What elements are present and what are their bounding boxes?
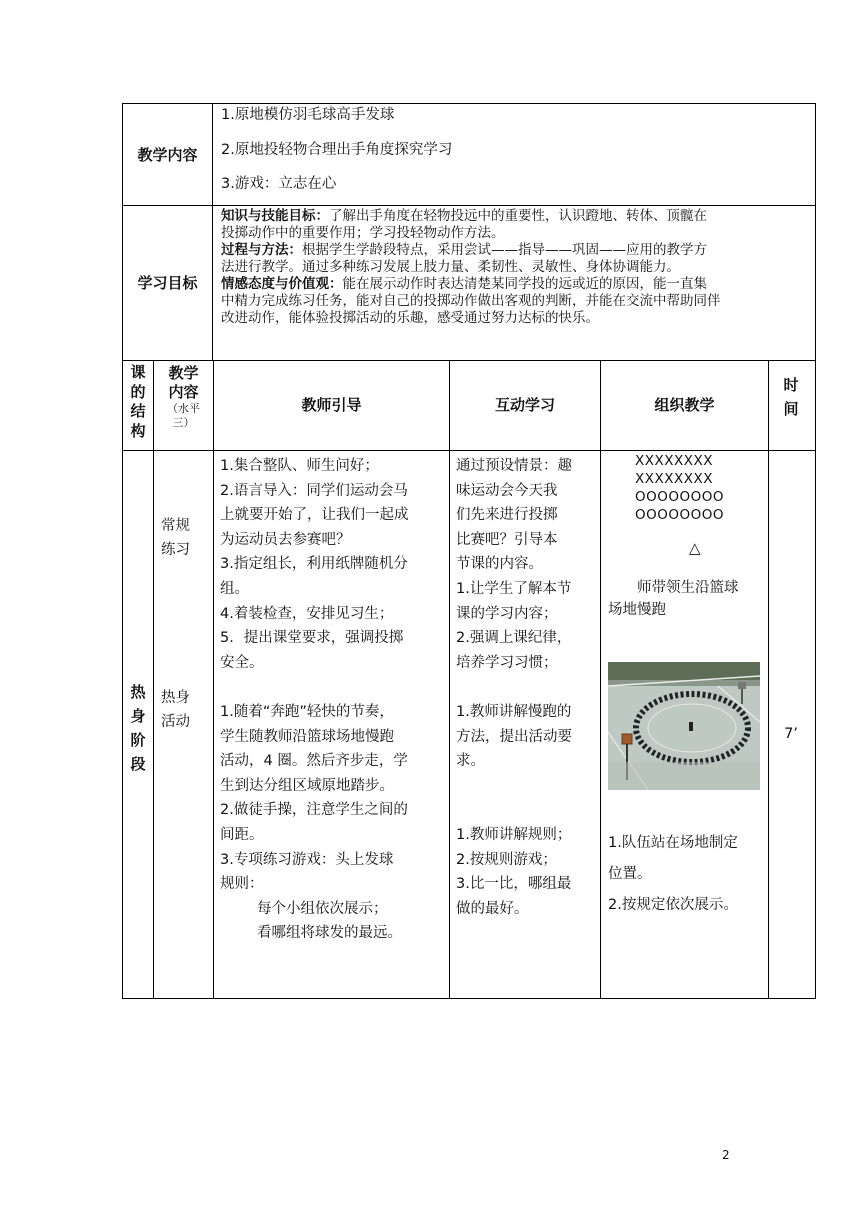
- list-item: 1.让学生了解本节: [456, 580, 572, 597]
- objectives-text: [221, 208, 811, 327]
- list-item: 3.比一比，哪组最: [456, 876, 572, 893]
- list-item: 位置。: [608, 866, 652, 882]
- table-rule: [768, 360, 769, 999]
- table-border-left: [122, 103, 123, 999]
- table-rule: [122, 360, 816, 361]
- list-item: 1.随着“奔跑”轻快的节奏，: [220, 703, 394, 720]
- table-rule: [122, 450, 816, 451]
- page-number: 2: [722, 1148, 730, 1162]
- list-item: 们先来进行投掷: [456, 507, 558, 524]
- list-item: 方法，提出活动要: [456, 728, 572, 745]
- list-item: 活动，4 圈。然后齐步走，学: [220, 753, 408, 770]
- list-item: 做的最好。: [456, 900, 529, 917]
- list-item: 为运动员去参赛吧？: [220, 531, 351, 548]
- running-circle-photo: [608, 662, 760, 790]
- routine-label: 常规 练习: [161, 518, 190, 558]
- process-text: 法进行教学。通过多种练习发展上肢力量、柔韧性、灵敏性、身体协调能力。: [221, 259, 680, 275]
- list-item: 每个小组依次展示；: [257, 900, 388, 917]
- structure-header: 课 的 结 构: [130, 363, 146, 440]
- list-item: 求。: [456, 753, 485, 770]
- list-item: 安全。: [220, 654, 264, 671]
- knowledge-text: 了解出手角度在轻物投远中的重要性，认识蹬地、转体、顶髋在: [329, 208, 707, 224]
- running-circle-photo-art: [608, 662, 760, 790]
- content-item: 1.原地模仿羽毛球高手发球: [221, 107, 395, 123]
- list-item: 1.教师讲解规则；: [456, 826, 572, 843]
- table-rule: [449, 360, 450, 999]
- list-item: 节课的内容。: [456, 556, 543, 573]
- organize-list: [608, 828, 738, 921]
- list-item: 2.做徒手操，注意学生之间的: [220, 802, 408, 819]
- interactive-header: 互动学习: [494, 396, 555, 414]
- knowledge-text: 投掷动作中的重要作用；学习投轻物动作方法。: [221, 225, 505, 241]
- stage-label: 热 身 阶 段: [130, 683, 146, 773]
- emotion-heading: 情感态度与价值观：: [221, 276, 343, 292]
- formation-row: OOOOOOOO: [635, 489, 725, 505]
- organize-header: 组织教学: [654, 396, 715, 414]
- list-item: 比赛吧？引导本: [456, 531, 558, 548]
- list-item: 味运动会今天我: [456, 482, 558, 499]
- content-header: 教学 内容 （水平 三）: [167, 364, 200, 429]
- list-item: 1.队伍站在场地制定: [608, 835, 738, 851]
- emotion-text: 中精力完成练习任务，能对自己的投掷动作做出客观的判断，并能在交流中帮助同伴: [221, 293, 721, 309]
- list-item: 间距。: [220, 826, 264, 843]
- list-item: 学生随教师沿篮球场地慢跑: [220, 728, 394, 745]
- duration-value: 7’: [784, 726, 798, 742]
- list-item: 看哪组将球发的最远。: [257, 925, 402, 942]
- table-rule: [600, 360, 601, 999]
- teacher-guidance: [220, 454, 446, 946]
- table-border-top: [122, 103, 816, 104]
- time-header: 时 间: [783, 376, 799, 418]
- knowledge-heading: 知识与技能目标：: [221, 208, 329, 224]
- table-rule: [153, 360, 154, 999]
- list-item: 课的学习内容；: [456, 605, 558, 622]
- interactive-learning: [456, 454, 598, 921]
- list-item: 组。: [220, 580, 249, 597]
- organize-text: 师带领生沿篮球: [637, 580, 739, 596]
- objectives-label: 学习目标: [137, 274, 198, 292]
- list-item: 通过预设情景：趣: [456, 458, 572, 474]
- formation-diagram: [635, 452, 724, 524]
- table-rule: [122, 205, 816, 206]
- formation-row: OOOOOOOO: [635, 507, 725, 523]
- list-item: 2.按规定依次展示。: [608, 897, 738, 913]
- content-item: 2.原地投轻物合理出手角度探究学习: [221, 142, 453, 158]
- formation-row: XXXXXXXX: [635, 453, 713, 469]
- organize-text: 场地慢跑: [608, 602, 666, 618]
- table-border-bottom: [122, 998, 816, 999]
- list-item: 2.按规则游戏；: [456, 851, 557, 868]
- process-text: 根据学生学龄段特点，采用尝试——指导——巩固——应用的教学方: [302, 242, 707, 258]
- content-item: 3.游戏：立志在心: [221, 176, 337, 192]
- list-item: 3.专项练习游戏：头上发球: [220, 851, 394, 868]
- list-item: 生到达分组区域原地踏步。: [220, 777, 394, 794]
- activity-label: 热身 活动: [161, 690, 190, 730]
- list-item: 1.集合整队、师生问好；: [220, 458, 379, 474]
- list-item: 5．提出课堂要求，强调投掷: [220, 630, 404, 647]
- teacher-header: 教师引导: [301, 396, 362, 414]
- content-label: 教学内容: [137, 146, 198, 164]
- list-item: 上就要开始了，让我们一起成: [220, 507, 409, 524]
- list-item: 4.着装检查，安排见习生；: [220, 605, 394, 622]
- formation-row: XXXXXXXX: [635, 471, 713, 487]
- list-item: 规则：: [220, 876, 264, 893]
- list-item: 培养学习习惯；: [456, 654, 558, 671]
- table-rule: [213, 360, 214, 999]
- emotion-text: 改进动作，能体验投掷活动的乐趣，感受通过努力达标的快乐。: [221, 310, 599, 326]
- list-item: 2.语言导入：同学们运动会马: [220, 482, 408, 499]
- process-heading: 过程与方法：: [221, 242, 302, 258]
- table-border-right: [815, 103, 816, 999]
- list-item: 1.教师讲解慢跑的: [456, 703, 572, 720]
- table-rule: [212, 103, 213, 361]
- teacher-triangle-icon: △: [689, 539, 701, 557]
- emotion-text: 能在展示动作时表达清楚某同学投的远或近的原因，能一直集: [342, 276, 707, 292]
- list-item: 3.指定组长，利用纸牌随机分: [220, 556, 408, 573]
- list-item: 2.强调上课纪律，: [456, 630, 572, 647]
